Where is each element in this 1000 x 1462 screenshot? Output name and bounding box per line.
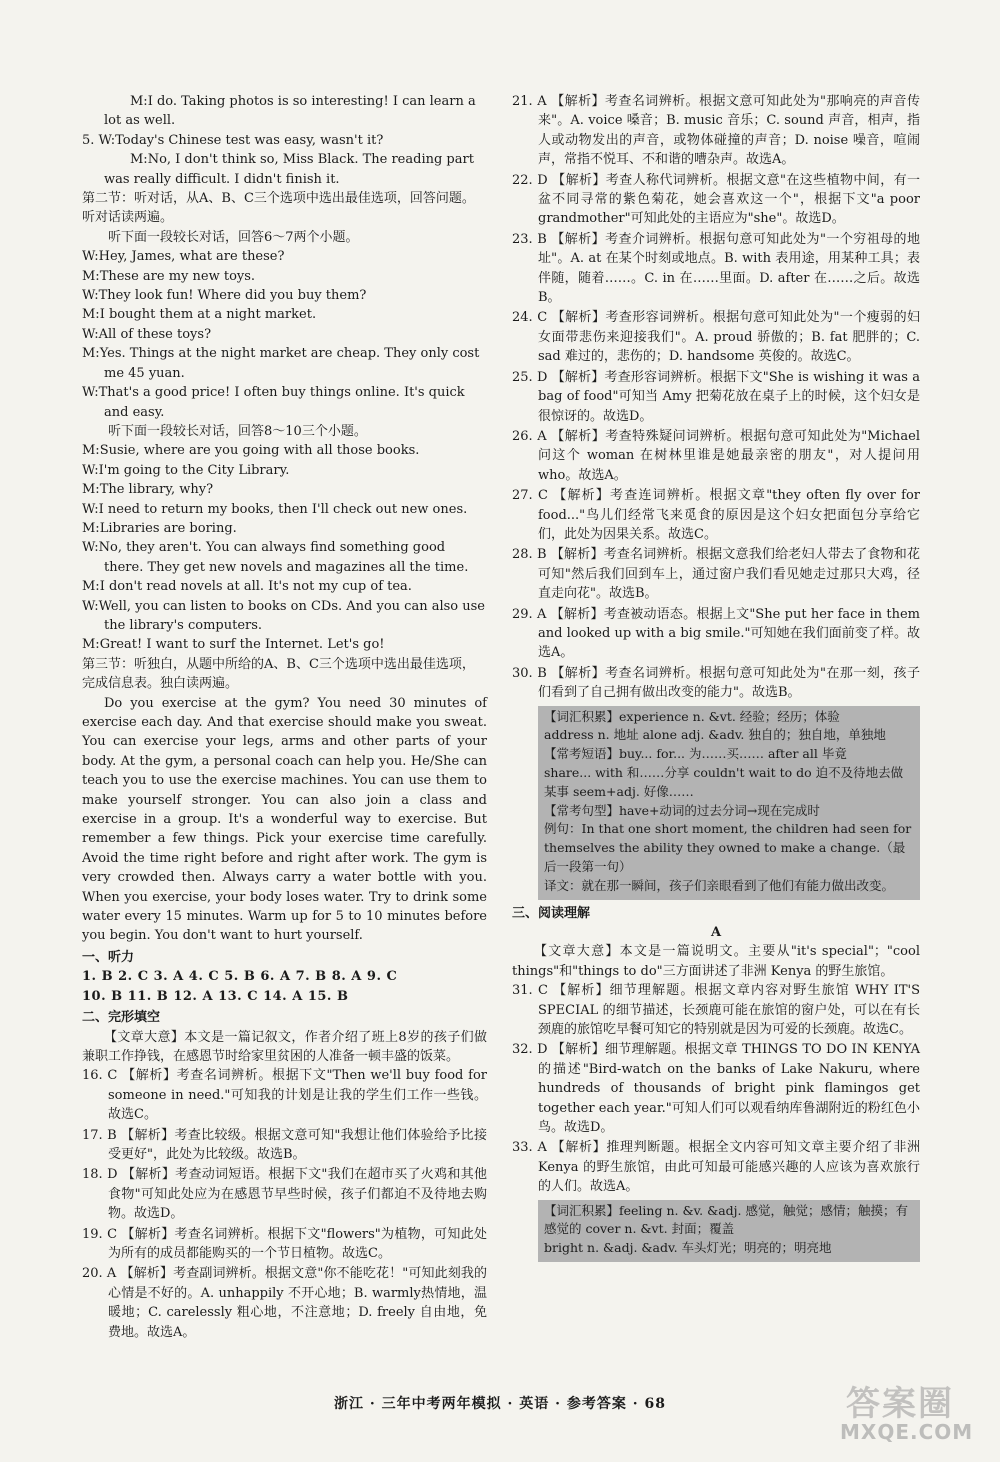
dialogue-line: W:I need to return my books, then I'll check out new ones. — [82, 501, 468, 517]
left-column — [82, 92, 487, 1343]
dialogue-line: W:No, they aren't. You can always find something good there. They get new novels and magazines all the time. — [82, 540, 469, 575]
vocab-box — [538, 1200, 920, 1262]
watermark-text: 答案圈 — [846, 1384, 954, 1424]
explanation-item: 27. C 【解析】考查连词辨析。根据文章"they often fly over for food..."鸟儿们经常飞来觅食的原因是这个妇女把面包分享给它们，此处为因果关系。故选C。 — [512, 488, 920, 542]
section-heading-cloze: 二、完形填空 — [82, 1010, 161, 1026]
explanation-item: 20. A 【解析】考查副词辨析。根据文意"你不能吃花！"可知此刻我的心情是不好的。A. unhappily 不开心地；B. warmly热情地，温暖地；C. carelessly 粗心地，不注意地；D. freely 自由地，免费地。故选A。 — [82, 1266, 487, 1340]
watermark-url: MXQE.COM — [840, 1420, 974, 1444]
dialogue-line: M:Great! I want to surf the Internet. Let's go! — [82, 637, 385, 653]
explanation-item: 23. B 【解析】考查介词辨析。根据句意可知此处为"一个穷祖母的地址"。A. at 在某个时刻或地点。B. with 表用途，用某种工具；表伴随，随着……。C. in 在……里面。D. after 在……之后。故选B。 — [512, 231, 920, 306]
vocab-line: 【常考句型】have+动词的过去分词→现在完成时 — [544, 802, 820, 818]
watermark-logo — [832, 1376, 982, 1448]
dialogue-line: M:These are my new toys. — [82, 268, 256, 284]
sub-instruction: 听下面一段较长对话，回答6～7两个小题。 — [108, 229, 359, 245]
dialogue-line: M:No, I don't think so, Miss Black. The reading part was really difficult. I didn't finish it. — [104, 152, 474, 187]
section-instruction: 第三节：听独白，从题中所给的A、B、C三个选项中选出最佳选项，完成信息表。独白读两遍。 — [82, 656, 475, 692]
dialogue-line: M:The library, why? — [82, 482, 214, 498]
dialogue-line: W:All of these toys? — [82, 326, 212, 342]
dialogue-line: M:I do. Taking photos is so interesting! I can learn a lot as well. — [104, 94, 476, 129]
vocab-box — [538, 706, 920, 900]
explanation-item: 18. D 【解析】考查动词短语。根据下文"我们在超市买了火鸡和其他食物"可知此处应为在感恩节早些时候，孩子们都迫不及待地去购物。故选D。 — [82, 1167, 487, 1222]
explanation-item: 21. A 【解析】考查名词辨析。根据文意可知此处为"那响亮的声音传来"。A. voice 嗓音；B. music 音乐；C. sound 声音，相声，指人或动物发出的声音，或物体碰撞的声音；D. noise 噪音，喧闹声，常指不悦耳、不和谐的嘈杂声。故选A。 — [512, 94, 920, 168]
dialogue-line: M:I bought them at a night market. — [82, 307, 317, 323]
right-column — [512, 92, 920, 1266]
article-summary: 【文章大意】本文是一篇说明文。主要从"it's special"；"cool things"和"things to do"三方面讲述了非洲 Kenya 的野生旅馆。 — [512, 944, 920, 979]
vocab-line: 【词汇积累】feeling n. &v. &adj. 感觉，触觉；感情；触摸；有感觉的 cover n. &vt. 封面；覆盖 — [544, 1202, 908, 1237]
explanation-item: 25. D 【解析】考查形容词辨析。根据下文"She is wishing it was a bag of food"可知当 Amy 把菊花放在桌子上的时候，这个妇女是很惊讶的。故选D。 — [512, 369, 920, 424]
vocab-line: 译文：就在那一瞬间，孩子们亲眼看到了他们有能力做出改变。 — [544, 877, 895, 893]
explanation-item: 32. D 【解析】细节理解题。根据文章 THINGS TO DO IN KENYA 的描述"Bird-watch on the banks of Lake Nakuru, where hundreds of thousands of bright pink flamingos get together each year."可知人们可以观看纳库鲁湖附近的粉红色小鸟。故选D。 — [512, 1042, 920, 1136]
dialogue-line: M:Yes. Things at the night market are cheap. They only cost me 45 yuan. — [82, 346, 480, 381]
explanation-item: 29. A 【解析】考查被动语态。根据上文"She put her face in them and looked up with a big smile."可知她在我们面前变了样。故选A。 — [512, 606, 920, 661]
vocab-line: address n. 地址 alone adj. &adv. 独自的；独自地，单独地 — [544, 727, 886, 743]
question-line: 5. W:Today's Chinese test was easy, wasn't it? — [82, 132, 384, 148]
explanation-item: 30. B 【解析】考查名词辨析。根据句意可知此处为"在那一刻，孩子们看到了自己拥有做出改变的能力"。故选B。 — [512, 665, 920, 701]
explanation-item: 28. B 【解析】考查名词辨析。根据文意我们给老妇人带去了食物和花可知"然后我们回到车上，通过窗户我们看见她走过那只大鸡，径直走向花"。故选B。 — [512, 547, 920, 602]
dialogue-line: W:Well, you can listen to books on CDs. And you can also use the library's computers. — [82, 598, 485, 633]
explanation-item: 31. C 【解析】细节理解题。根据文章内容对野生旅馆 WHY IT'S SPECIAL 的细节描述，长颈鹿可能在旅馆的窗户处，可以在有长颈鹿的旅馆吃早餐可知它的特别就是因为可爱的长颈鹿。故选C。 — [512, 983, 920, 1037]
vocab-line: 例句：In that one short moment, the children had seen for themselves the ability they owned to make a change.（最后一段第一句） — [544, 821, 912, 874]
section-heading-listening: 一、听力 — [82, 949, 135, 965]
dialogue-line: W:That's a good price! I often buy things online. It's quick and easy. — [82, 385, 465, 420]
dialogue-line: W:Hey, James, what are these? — [82, 249, 285, 265]
dialogue-line: M:Libraries are boring. — [82, 520, 237, 536]
section-heading-reading: 三、阅读理解 — [512, 905, 591, 921]
vocab-line: 【词汇积累】experience n. &vt. 经验；经历；体验 — [544, 708, 840, 724]
monologue-paragraph: Do you exercise at the gym? You need 30 minutes of exercise each day. And that exercise should make you sweat. You can exercise your legs, arms and other parts of your body. At the gym, a personal coach can help you. He/She can teach you to use the exercise machines. You can use them to make yourself stronger. You can also join a class and exercise in a group. It's a wonderful way to exercise. But remember a few things. Pick your exercise time carefully. Avoid the time right before and right after work. The gym is very crowded then. Always carry a water bottle with you. When you exercise, your body loses water. Try to drink some water every 15 minutes. Warm up for 5 to 10 minutes before you begin. You don't want to hurt yourself. — [82, 695, 487, 944]
answer-row: 1. B 2. C 3. A 4. C 5. B 6. A 7. B 8. A 9. C — [82, 969, 398, 985]
answer-row: 10. B 11. B 12. A 13. C 14. A 15. B — [82, 988, 349, 1004]
explanation-item: 33. A 【解析】推理判断题。根据全文内容可知文章主要介绍了非洲 Kenya 的野生旅馆，由此可知最可能感兴趣的人应该为喜欢旅行的人们。故选A。 — [512, 1140, 920, 1195]
dialogue-line: M:I don't read novels at all. It's not my cup of tea. — [82, 579, 412, 595]
explanation-item: 17. B 【解析】考查比较级。根据文意可知"我想让他们体验给予比接受更好"，此处为比较级。故选B。 — [82, 1127, 487, 1162]
page-footer: 浙江 · 三年中考两年模拟 · 英语 · 参考答案 · 68 — [334, 1396, 666, 1412]
vocab-line: 【常考短语】buy... for... 为……买…… after all 毕竟 — [544, 746, 847, 762]
dialogue-line: W:I'm going to the City Library. — [82, 462, 290, 478]
vocab-line: bright n. &adj. &adv. 车头灯光；明亮的；明亮地 — [544, 1240, 832, 1256]
sub-instruction: 听下面一段较长对话，回答8～10三个小题。 — [108, 423, 367, 439]
passage-label: A — [710, 924, 722, 940]
explanation-item: 22. D 【解析】考查人称代词辨析。根据文意"在这些植物中间，有一盆不同寻常的紫色菊花，她会喜欢这一个"，根据下文"a poor grandmother"可知此处的主语应为"she"。故选D。 — [512, 172, 920, 227]
explanation-item: 26. A 【解析】考查特殊疑问词辨析。根据句意可知此处为"Michael 问这个 woman 在树林里谁是她最亲密的朋友"，对人提问用 who。故选A。 — [512, 428, 920, 483]
article-summary: 【文章大意】本文是一篇记叙文，作者介绍了班上8岁的孩子们做兼职工作挣钱，在感恩节时给家里贫困的人准备一顿丰盛的饭菜。 — [82, 1029, 487, 1064]
explanation-item: 16. C 【解析】考查名词辨析。根据下文"Then we'll buy food for someone in need."可知我的计划是让我的学生们工作一些钱。故选C。 — [82, 1068, 487, 1123]
explanation-item: 19. C 【解析】考查名词辨析。根据下文"flowers"为植物，可知此处为所有的成员都能购买的一个节日植物。故选C。 — [82, 1226, 487, 1261]
vocab-line: share... with 和……分享 couldn't wait to do 迫不及待地去做某事 seem+adj. 好像…… — [544, 764, 904, 799]
explanation-item: 24. C 【解析】考查形容词辨析。根据句意可知此处为"一个瘦弱的妇女面带悲伤来迎接我们"。A. proud 骄傲的；B. fat 肥胖的；C. sad 难过的，悲伤的；D. handsome 英俊的。故选C。 — [512, 310, 920, 365]
dialogue-line: W:They look fun! Where did you buy them? — [82, 288, 367, 304]
section-instruction: 第二节：听对话，从A、B、C三个选项中选出最佳选项，回答问题。听对话读两遍。 — [82, 191, 475, 226]
dialogue-line: M:Susie, where are you going with all those books. — [82, 443, 420, 459]
